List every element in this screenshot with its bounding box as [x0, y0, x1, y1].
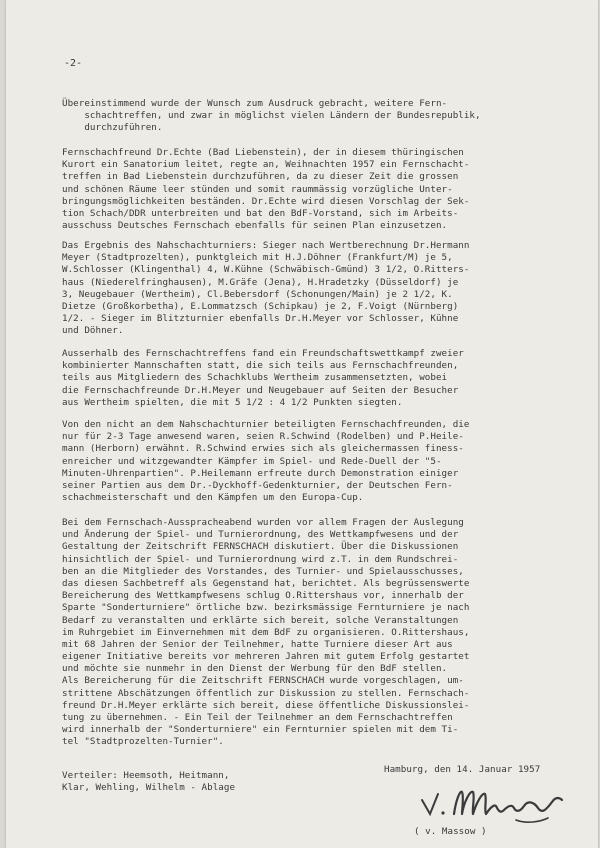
text-line: tel "Stadtprozelten-Turnier". [62, 736, 224, 748]
text-line: Übereinstimmend wurde der Wunsch zum Ausdruck gebracht, weitere Fern- [62, 98, 448, 109]
text-line: ben an die Mitglieder des Vorstandes, des Turnier- und Spielausschusses, [62, 565, 464, 577]
text-line: Sparte "Sonderturniere" örtliche bzw. bezirksmässige Fernturniere je nach [62, 602, 470, 614]
text-line: durchzuführen. [62, 122, 163, 134]
text-line: tion Schach/DDR unterbreiten und bat den BdF-Vorstand, sich im Arbeits- [62, 207, 459, 219]
text-line: strittene Abschätzungen öffentlich zur Diskussion zu stellen. Fernschach- [62, 687, 470, 699]
text-line: mann (Herborn) erwähnt. R.Schwind erwies sich als gleichermassen finess- [62, 443, 464, 455]
text-line: Bei dem Fernschach-Ausspracheabend wurden vor allem Fragen der Auslegung [62, 517, 464, 528]
paragraph-3 [62, 240, 469, 338]
text-line: W.Schlosser (Klingenthal) 4, W.Kühne (Schwäbisch-Gmünd) 3 1/2, O.Ritters- [62, 264, 470, 276]
text-line: treffen in Bad Liebenstein durchzuführen, da zu dieser Zeit die grossen [62, 171, 459, 183]
text-line: Fernschachfreund Dr.Echte (Bad Liebenstein), der in diesem thüringischen [62, 147, 464, 158]
text-line: Dietze (Großkorbetha), E.Lommatzsch (Schipkau) je 2, F.Voigt (Nürnberg) [62, 300, 459, 312]
text-line: Von den nicht an dem Nahschachturnier beteiligten Fernschachfreunden, die [62, 419, 470, 430]
text-line: tung zu übernehmen. - Ein Teil der Teilnehmer an dem Fernschachtreffen [62, 712, 453, 723]
text-line: Das Ergebnis des Nahschachturniers: Sieger nach Wertberechnung Dr.Hermann [62, 240, 470, 251]
paragraph-4 [62, 348, 464, 409]
paragraph-2 [62, 147, 469, 232]
text-line: und schönen Räume leer stünden und somit raummässig vorzügliche Unter- [62, 183, 453, 195]
text-line: enreicher und witzgewandter Kämpfer im Spiel- und Rede-Duell der "5- [62, 455, 442, 467]
signature-name-text: ( v. Massow ) [414, 826, 487, 837]
text-line: bringungsmöglichkeiten beständen. Dr.Echte wird diesen Vorschlag der Sek- [62, 195, 470, 207]
text-line: Meyer (Stadtprozelten), punktgleich mit H.J.Döhner (Frankfurt/M) je 5, [62, 252, 453, 264]
distribution-line-1: Verteiler: Heemsoth, Heitmann, [62, 770, 230, 781]
distribution-line-2: Klar, Wehling, Wilhelm - Ablage [62, 782, 236, 794]
text-line: seiner Partien aus dem Dr.-Dyckhoff-Gedenkturnier, der Deutschen Fern- [62, 479, 453, 491]
distribution-list [62, 770, 235, 794]
text-line: ausschuss Deutsches Fernschach ebenfalls für seinen Plan einzusetzen. [62, 220, 448, 232]
text-line: die Fernschachfreunde Dr.H.Meyer und Neugebauer auf Seiten der Besucher [62, 384, 459, 396]
text-line: Bereicherung des Wettkampfwesens schlug O.Rittershaus vor, innerhalb der [62, 590, 464, 602]
text-line: 3, Neugebauer (Wertheim), Cl.Bebersdorf (Schonungen/Main) je 2 1/2, K. [62, 288, 453, 300]
text-line: wird innerhalb der "Sonderturniere" ein Fernturnier spielen mit dem Ti- [62, 724, 459, 736]
text-line: schachtreffen, und zwar in möglichst vielen Ländern der Bundesrepublik, [62, 110, 481, 122]
text-line: und Änderung der Spiel- und Turnierordnung, des Wettkampfwesens und der [62, 529, 459, 541]
text-line: schachmeisterschaft und den Kämpfen um den Europa-Cup. [62, 492, 364, 504]
text-line: Gestaltung der Zeitschrift FERNSCHACH diskutiert. Über die Diskussionen [62, 541, 459, 553]
text-line: nur für 2-3 Tage anwesend waren, seien R.Schwind (Rodelben) und P.Heile- [62, 431, 464, 443]
text-line: mit 68 Jahren der Senior der Teilnehmer, hatte Turniere dieser Art aus [62, 638, 453, 650]
handwritten-signature [416, 780, 566, 828]
place-date [384, 764, 540, 776]
paragraph-6 [62, 517, 469, 749]
paragraph-5 [62, 419, 469, 504]
text-line: kombinierter Mannschaften statt, die sich teils aus Fernschachfreunden, [62, 360, 459, 372]
text-line: das diesen Sachbetreff als Gegenstand hat, berichtet. Als begrüssenswerte [62, 577, 470, 589]
text-line: Ausserhalb des Fernschachtreffens fand ein Freundschaftswettkampf zweier [62, 348, 464, 359]
text-line: eigener Initiative bereits vor mehreren Jahren mit gutem Erfolg gestartet [62, 651, 470, 663]
text-line: aus Wertheim spielten, die mit 5 1/2 : 4 1/2 Punkten siegten. [62, 396, 403, 408]
text-line: 1/2. - Sieger im Blitzturnier ebenfalls Dr.H.Meyer vor Schlosser, Kühne [62, 313, 459, 325]
paragraph-1 [62, 98, 481, 135]
text-line: haus (Niederelfringhausen), M.Gräfe (Jena), H.Hradetzky (Düsseldorf) je [62, 276, 459, 288]
text-line: hinsichtlich der Spiel- und Turnierordnung wird z.T. in dem Rundschrei- [62, 553, 459, 565]
text-line: freund Dr.H.Meyer erklärte sich bereit, diese öffentliche Diskussionslei- [62, 699, 470, 711]
text-line: im Ruhrgebiet im Einvernehmen mit dem BdF zu organisieren. O.Rittershaus, [62, 626, 470, 638]
place-date-text: Hamburg, den 14. Januar 1957 [384, 764, 541, 775]
text-line: Minuten-Uhrenpartien". P.Heilemann erfreute durch Demonstration einiger [62, 467, 459, 479]
document-page [6, 0, 598, 848]
text-line: und möchte sie nunmehr in den Dienst der Werbung für den BdF stellen. [62, 663, 448, 675]
text-line: Kurort ein Sanatorium leitet, regte an, Weihnachten 1957 ein Fernschacht- [62, 159, 470, 171]
page-number: -2- [64, 58, 83, 69]
text-line: teils aus Mitgliedern des Schachklubs Wertheim zusammensetzten, wobei [62, 372, 448, 384]
text-line: Als Bereicherung für die Zeitschrift FERNSCHACH wurde vorgeschlagen, um- [62, 675, 464, 687]
text-line: und Döhner. [62, 325, 124, 337]
text-line: Bedarf zu veranstalten und erklärte sich bereit, solche Veranstaltungen [62, 614, 459, 626]
